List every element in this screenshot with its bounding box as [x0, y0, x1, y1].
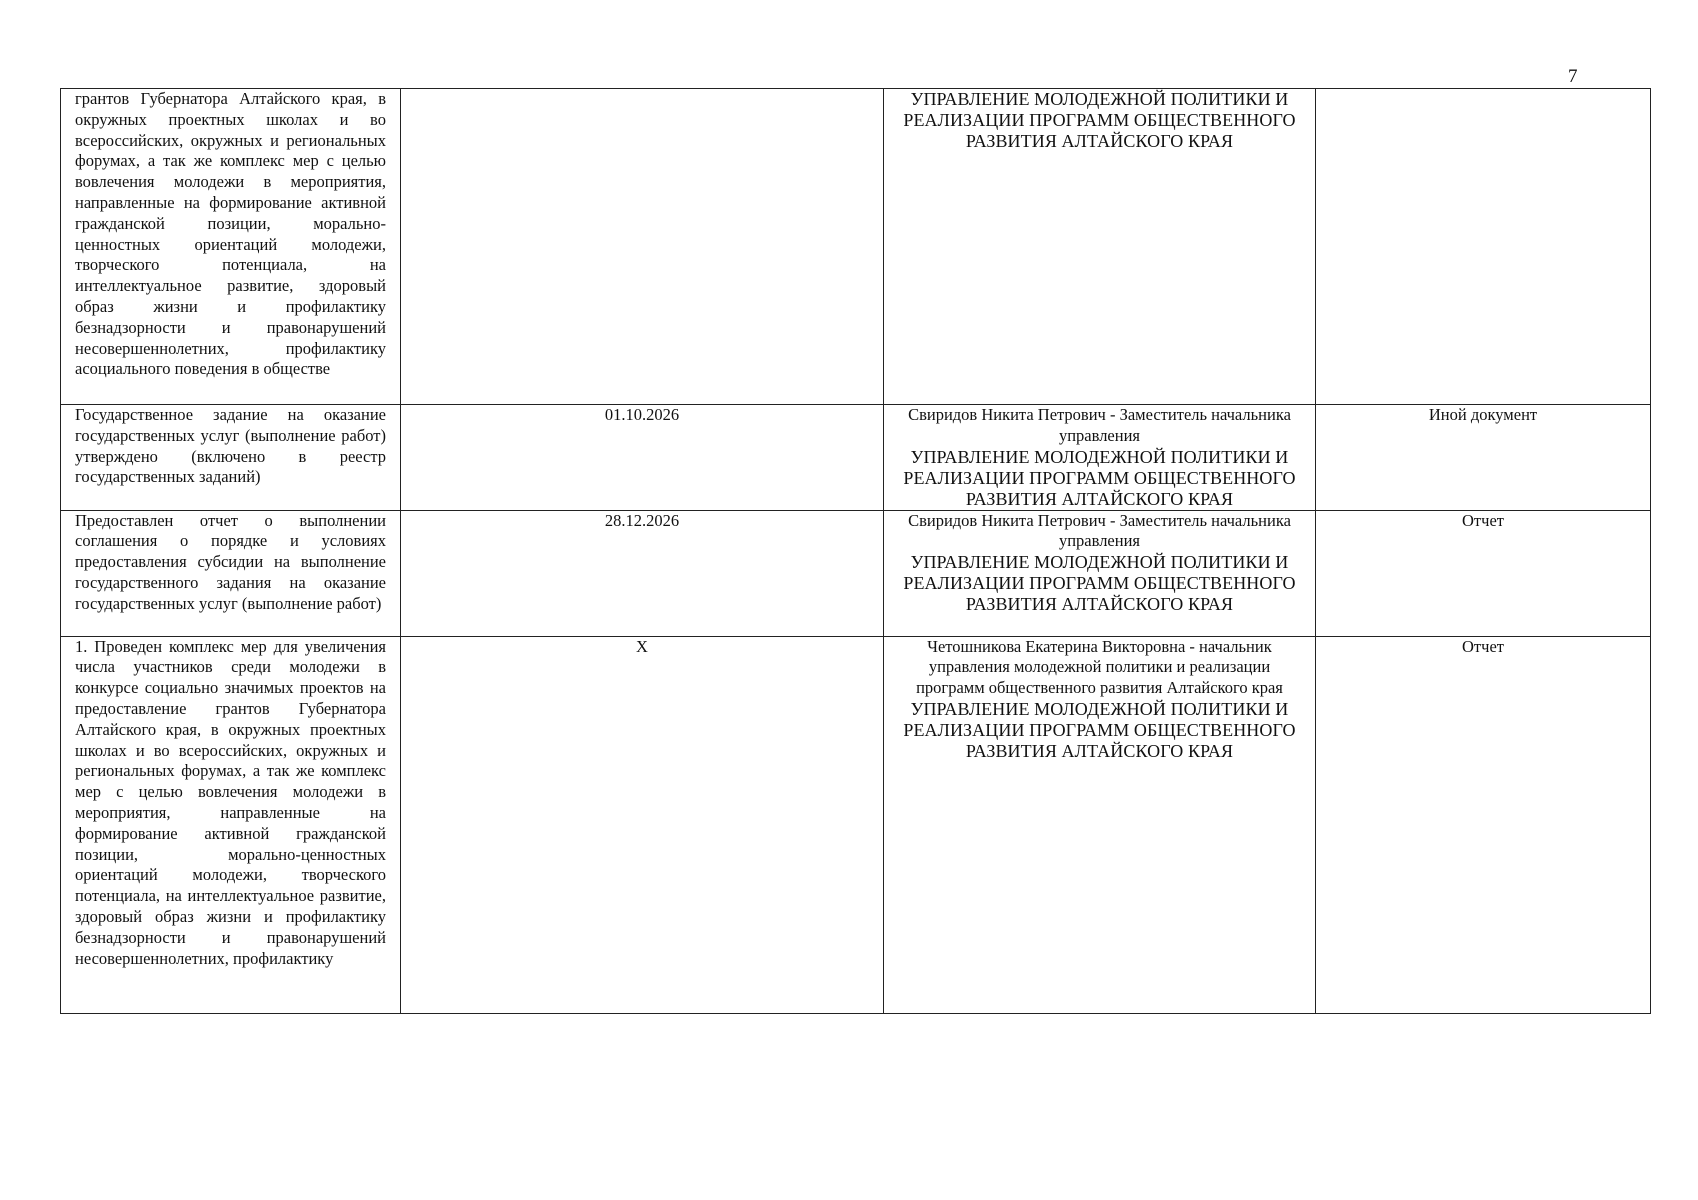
- event-cell: Государственное задание на оказание государственных услуг (выполнение работ) утверждено (включено в реестр государственных заданий): [61, 405, 401, 511]
- responsible-person: Четошникова Екатерина Викторовна - начальник управления молодежной политики и реализации программ общественного развития Алтайского края: [916, 636, 1283, 698]
- responsible-person: Свиридов Никита Петрович - Заместитель начальника управления: [908, 405, 1291, 445]
- event-cell: Предоставлен отчет о выполнении соглашения о порядке и условиях предоставления субсидии на выполнение государственного задания на оказание государственных услуг (выполнение работ): [61, 510, 401, 636]
- plan-table: [60, 88, 1651, 1014]
- date-cell: X: [401, 636, 884, 1013]
- responsible-organization: УПРАВЛЕНИЕ МОЛОДЕЖНОЙ ПОЛИТИКИ И РЕАЛИЗАЦИИ ПРОГРАММ ОБЩЕСТВЕННОГО РАЗВИТИЯ АЛТАЙСКОГО КРАЯ: [903, 446, 1296, 509]
- responsible-organization: УПРАВЛЕНИЕ МОЛОДЕЖНОЙ ПОЛИТИКИ И РЕАЛИЗАЦИИ ПРОГРАММ ОБЩЕСТВЕННОГО РАЗВИТИЯ АЛТАЙСКОГО КРАЯ: [903, 552, 1296, 615]
- responsible-organization: УПРАВЛЕНИЕ МОЛОДЕЖНОЙ ПОЛИТИКИ И РЕАЛИЗАЦИИ ПРОГРАММ ОБЩЕСТВЕННОГО РАЗВИТИЯ АЛТАЙСКОГО КРАЯ: [903, 89, 1296, 151]
- document-cell: Отчет: [1316, 636, 1651, 1013]
- responsible-organization: УПРАВЛЕНИЕ МОЛОДЕЖНОЙ ПОЛИТИКИ И РЕАЛИЗАЦИИ ПРОГРАММ ОБЩЕСТВЕННОГО РАЗВИТИЯ АЛТАЙСКОГО КРАЯ: [903, 698, 1296, 761]
- document-cell: [1316, 89, 1651, 405]
- responsible-person: Свиридов Никита Петрович - Заместитель начальника управления: [908, 510, 1291, 551]
- responsible-cell: [884, 405, 1316, 511]
- date-cell: 28.12.2026: [401, 510, 884, 636]
- date-cell: [401, 89, 884, 405]
- table-row: [61, 405, 1651, 511]
- table-row: [61, 89, 1651, 405]
- document-cell: Отчет: [1316, 510, 1651, 636]
- table-row: [61, 636, 1651, 1013]
- event-cell: 1. Проведен комплекс мер для увеличения числа участников среди молодежи в конкурсе социально значимых проектов на предоставление грантов Губернатора Алтайского края, в окружных проектных школах и во всероссийских, окружных и региональных форумах, а так же комплекс мер с целью вовлечения молодежи в мероприятия, направленные на формирование активной гражданской позиции, морально-ценностных ориентаций молодежи, творческого потенциала, на интеллектуальное развитие, здоровый образ жизни и профилактику безнадзорности и правонарушений несовершеннолетних, профилактику: [61, 636, 401, 1013]
- responsible-cell: [884, 89, 1316, 405]
- responsible-cell: [884, 636, 1316, 1013]
- document-cell: Иной документ: [1316, 405, 1651, 511]
- responsible-cell: [884, 510, 1316, 636]
- date-cell: 01.10.2026: [401, 405, 884, 511]
- table-row: [61, 510, 1651, 636]
- event-cell: грантов Губернатора Алтайского края, в окружных проектных школах и во всероссийских, окружных и региональных форумах, а так же комплекс мер с целью вовлечения молодежи в мероприятия, направленные на формирование активной гражданской позиции, морально-ценностных ориентаций молодежи, творческого потенциала, на интеллектуальное развитие, здоровый образ жизни и профилактику безнадзорности и правонарушений несовершеннолетних, профилактику асоциального поведения в обществе: [61, 89, 401, 405]
- page-number: 7: [1568, 66, 1578, 87]
